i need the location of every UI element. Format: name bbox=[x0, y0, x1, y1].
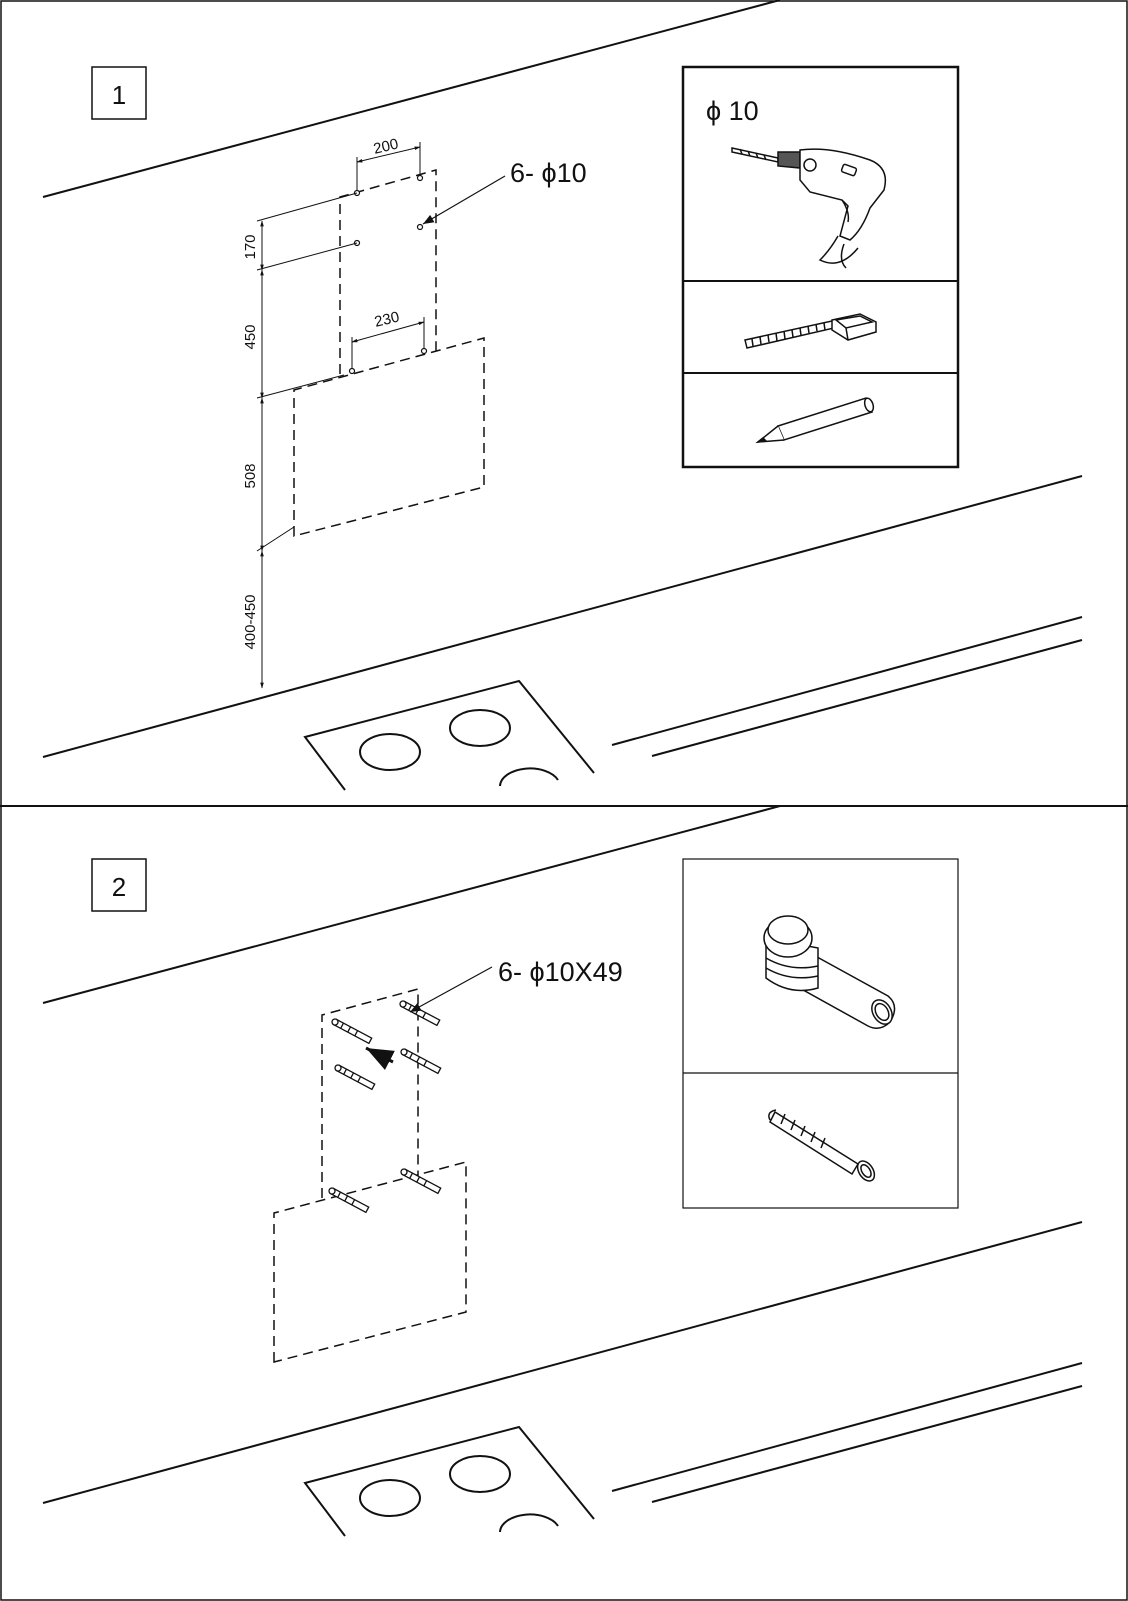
drill-bit-label: ϕ 10 bbox=[706, 96, 759, 126]
drill-hole bbox=[418, 225, 423, 230]
dimension-label-508: 508 bbox=[242, 463, 259, 489]
dimension-label-230: 230 bbox=[372, 308, 402, 331]
step-1-callout: 6- ϕ10 bbox=[510, 158, 587, 188]
step-2-callout: 6- ϕ10X49 bbox=[498, 957, 623, 987]
step-1-number: 1 bbox=[111, 80, 127, 110]
drill-hole bbox=[418, 176, 423, 181]
dimension-label-400-450: 400-450 bbox=[242, 594, 259, 650]
step-2-number-box bbox=[92, 859, 146, 911]
step-2-tools-box bbox=[683, 859, 958, 1208]
dimension-label-450: 450 bbox=[242, 324, 259, 350]
step-1-number-box bbox=[92, 67, 146, 119]
drill-hole bbox=[422, 349, 427, 354]
drill-hole bbox=[350, 369, 355, 374]
step-1-tools-box bbox=[683, 67, 958, 467]
step-2-number: 2 bbox=[111, 872, 127, 902]
dimension-label-170: 170 bbox=[242, 234, 259, 260]
dimension-label-200: 200 bbox=[371, 135, 401, 158]
